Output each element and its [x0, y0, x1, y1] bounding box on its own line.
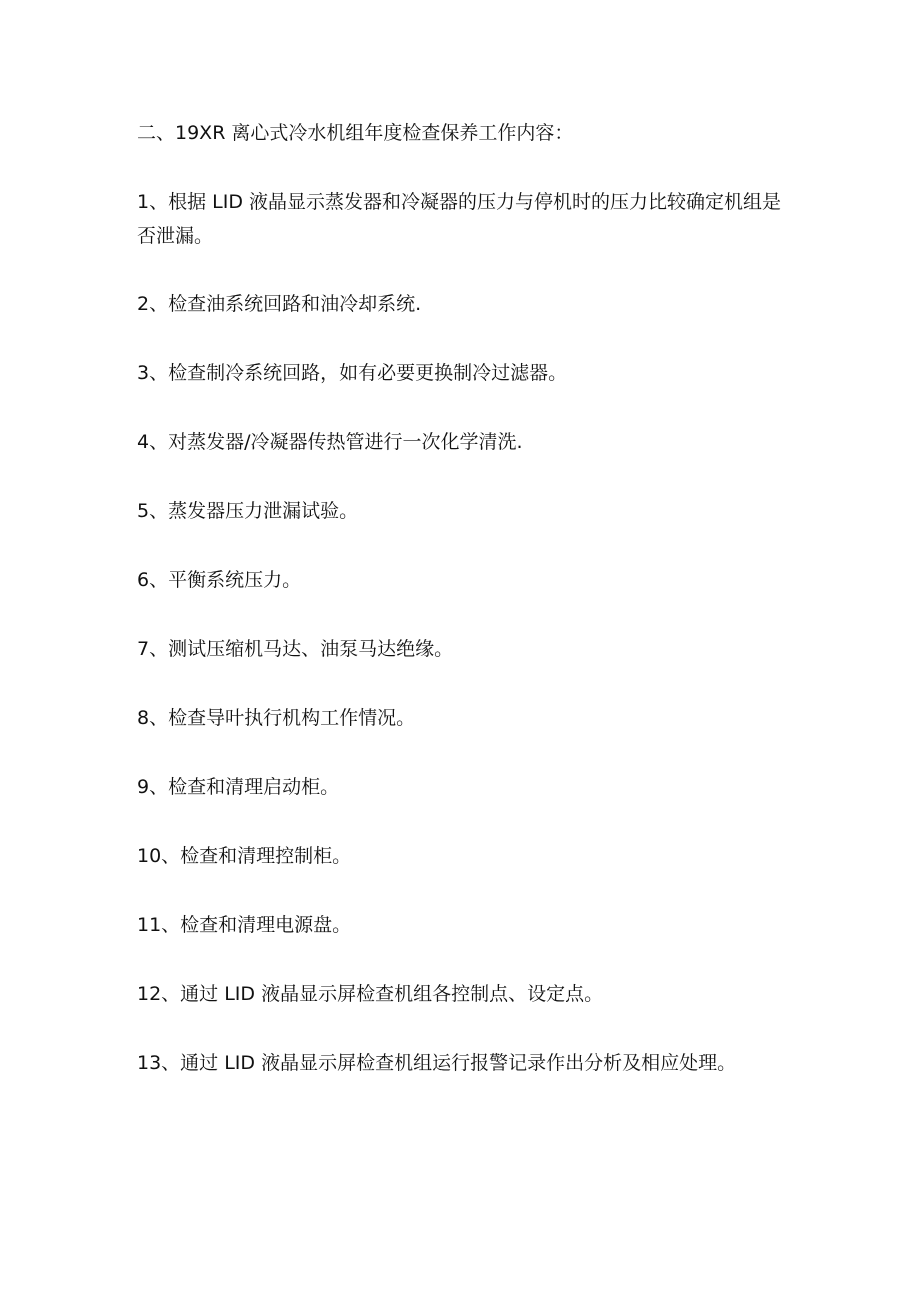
list-item-11: 11、检查和清理电源盘。 [137, 914, 352, 936]
document-body [137, 116, 787, 1114]
list-item-10: 10、检查和清理控制柜。 [137, 845, 352, 867]
list-item-9: 9、检查和清理启动柜。 [137, 776, 340, 798]
list-item-8: 8、检查导叶执行机构工作情况。 [137, 707, 416, 729]
list-item-7: 7、测试压缩机马达、油泵马达绝缘。 [137, 638, 454, 660]
list-item-3: 3、检查制冷系统回路，如有必要更换制冷过滤器。 [137, 362, 568, 384]
list-item-12: 12、通过 LID 液晶显示屏检查机组各控制点、设定点。 [137, 983, 604, 1005]
list-item-1: 1、根据 LID 液晶显示蒸发器和冷凝器的压力与停机时的压力比较确定机组是否泄漏。 [137, 191, 781, 247]
section-heading: 二、19XR 离心式冷水机组年度检查保养工作内容： [137, 122, 574, 144]
list-item-6: 6、平衡系统压力。 [137, 569, 302, 591]
list-item-4: 4、对蒸发器/冷凝器传热管进行一次化学清洗. [137, 431, 523, 453]
list-item-5: 5、蒸发器压力泄漏试验。 [137, 500, 359, 522]
list-item-13: 13、通过 LID 液晶显示屏检查机组运行报警记录作出分析及相应处理。 [137, 1052, 737, 1074]
list-item-2: 2、检查油系统回路和油冷却系统. [137, 293, 422, 315]
